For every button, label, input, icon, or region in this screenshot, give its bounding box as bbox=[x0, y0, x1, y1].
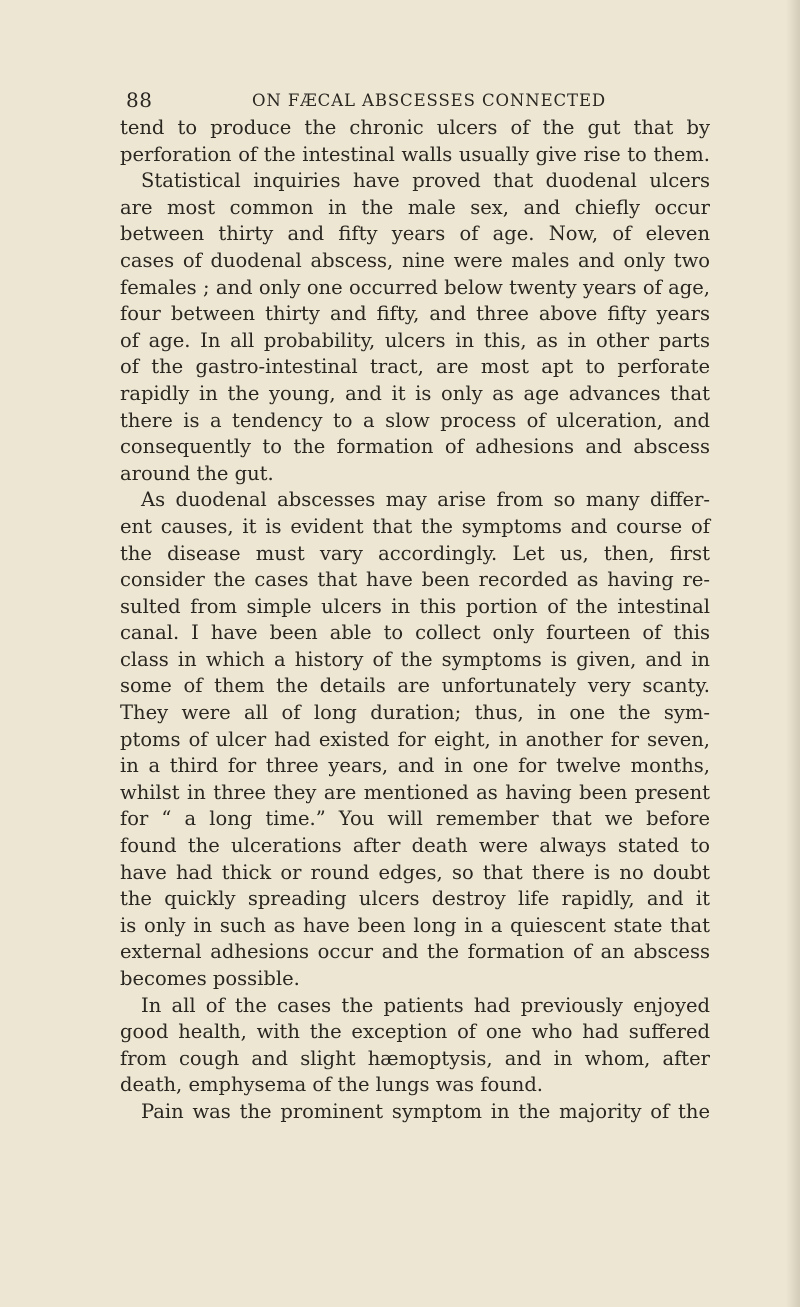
body-text bbox=[120, 115, 710, 1126]
text-line: Pain was the prominent symptom in the majority of the bbox=[141, 1099, 710, 1123]
text-line: becomes possible. bbox=[120, 967, 300, 990]
text-line: sulted from simple ulcers in this portion of the intestinal bbox=[120, 594, 710, 618]
text-line: consequently to the formation of adhesions and abscess bbox=[120, 435, 710, 459]
text-line: between thirty and fifty years of age. Now, of eleven bbox=[120, 222, 710, 246]
text-line: ptoms of ulcer had existed for eight, in another for seven, bbox=[120, 727, 710, 751]
text-line: death, emphysema of the lungs was found. bbox=[120, 1073, 544, 1097]
page-header bbox=[126, 88, 726, 114]
text-line: consider the cases that have been recorded as having re- bbox=[120, 568, 710, 592]
text-line: good health, with the exception of one who had suffered bbox=[120, 1020, 710, 1044]
text-line: external adhesions occur and the formation of an abscess bbox=[120, 940, 710, 964]
text-line: around the gut. bbox=[120, 461, 274, 485]
text-line: the disease must vary accordingly. Let us, then, first bbox=[120, 541, 710, 565]
text-line: is only in such as have been long in a quiescent state that bbox=[120, 913, 710, 937]
text-line: They were all of long duration; thus, in one the sym- bbox=[120, 701, 710, 725]
text-line: whilst in three they are mentioned as having been present bbox=[120, 780, 710, 804]
text-line: are most common in the male sex, and chiefly occur bbox=[120, 195, 710, 219]
text-line: from cough and slight hæmoptysis, and in whom, after bbox=[120, 1046, 710, 1070]
text-line: there is a tendency to a slow process of ulceration, and bbox=[120, 408, 710, 432]
text-line: four between thirty and fifty, and three above fifty years bbox=[120, 302, 710, 326]
text-line: As duodenal abscesses may arise from so many differ- bbox=[141, 488, 710, 512]
text-line: ent causes, it is evident that the symptoms and course of bbox=[120, 514, 710, 538]
page-number: 88 bbox=[126, 88, 153, 112]
text-line: for “ a long time.” You will remember that we before bbox=[120, 807, 710, 831]
text-line: the quickly spreading ulcers destroy life rapidly, and it bbox=[120, 887, 710, 911]
running-head: ON FÆCAL ABSCESSES CONNECTED bbox=[252, 91, 607, 110]
text-line: perforation of the intestinal walls usually give rise to them. bbox=[120, 142, 710, 166]
text-line: in a third for three years, and in one for twelve months, bbox=[120, 754, 710, 778]
text-line: rapidly in the young, and it is only as age advances that bbox=[120, 381, 710, 405]
text-line: females ; and only one occurred below twenty years of age, bbox=[120, 275, 710, 299]
text-line: some of them the details are unfortunately very scanty. bbox=[120, 674, 710, 698]
text-line: class in which a history of the symptoms is given, and in bbox=[120, 647, 710, 671]
text-line: cases of duodenal abscess, nine were males and only two bbox=[120, 248, 710, 272]
page-edge-shadow bbox=[786, 0, 800, 1307]
text-line: canal. I have been able to collect only fourteen of this bbox=[120, 621, 710, 645]
text-line: of the gastro-intestinal tract, are most apt to perforate bbox=[120, 355, 710, 379]
text-line: tend to produce the chronic ulcers of the gut that by bbox=[120, 116, 710, 139]
text-line: have had thick or round edges, so that there is no doubt bbox=[120, 860, 710, 884]
text-line: found the ulcerations after death were always stated to bbox=[120, 834, 710, 858]
text-line: of age. In all probability, ulcers in this, as in other parts bbox=[120, 328, 710, 352]
text-line: In all of the cases the patients had previously enjoyed bbox=[141, 993, 710, 1017]
text-line: Statistical inquiries have proved that duodenal ulcers bbox=[141, 169, 710, 193]
